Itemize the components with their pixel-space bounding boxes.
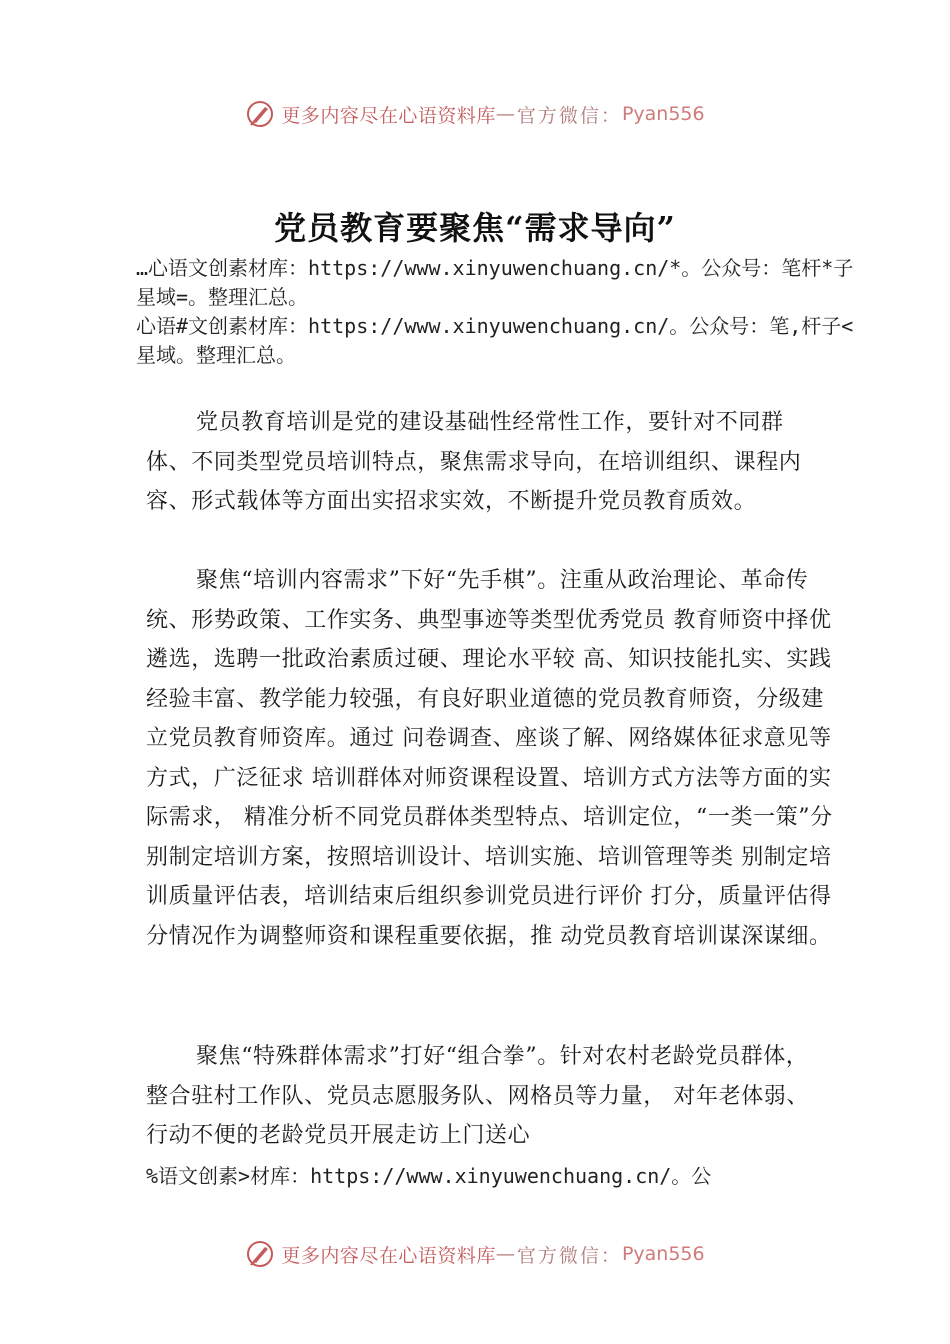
footer-banner [0, 1236, 950, 1272]
header-brand-text: 更多内容尽在心语资料库 [281, 104, 496, 127]
document-title: 党员教育要聚焦“需求导向” [274, 209, 676, 247]
source-note-2: 心语#文创素材库：https://www.xinyuwenchuang.cn/。公众号：笔,杆子<星域。整理汇总。 [136, 314, 854, 367]
tail-source-note: %语文创素>材库：https://www.xinyuwenchuang.cn/。公 [146, 1164, 712, 1188]
footer-separator: — [495, 1243, 517, 1265]
quill-pen-logo-icon [245, 1239, 275, 1269]
paragraph-intro: 党员教育培训是党的建设基础性经常性工作，要针对不同群体、不同类型党员培训特点，聚焦需求导向，在培训组织、课程内容、形式载体等方面出实招求实效，不断提升党员教育质效。 [146, 410, 802, 514]
footer-wechat-label: 官方微信： [516, 1244, 622, 1267]
quill-pen-logo-icon [245, 99, 275, 129]
paragraph-special-groups: 聚焦“特殊群体需求”打好“组合拳”。针对农村老龄党员群体，整合驻村工作队、党员志愿服务队、网格员等力量， 对年老体弱、行动不便的老龄党员开展走访上门送心 [146, 1044, 809, 1148]
header-banner [0, 96, 950, 132]
paragraph-training-content: 聚焦“培训内容需求”下好“先手棋”。注重从政治理论、革命传统、形势政策、工作实务、典型事迹等类型优秀党员 教育师资中择优遴选，选聘一批政治素质过硬、理论水平较 高、知识技能扎实、实践经验丰富、教学能力较强，有良好职业道德的党员教育师资，分级建立党员教育师资库。通过 问卷调查、座谈了解、网络媒体征求意见等方式，广泛征求 培训群体对师资课程设置、培训方式方法等方面的实际需求， 精准分析不同党员群体类型特点、培训定位，“一类一策”分 别制定培训方案，按照培训设计、培训实施、培训管理等类 别制定培训质量评估表，培训结束后组织参训党员进行评价 打分，质量评估得分情况作为调整师资和课程重要依据，推 动党员教育培训谋深谋细。 [146, 568, 833, 949]
footer-brand-text: 更多内容尽在心语资料库 [281, 1244, 496, 1267]
source-note-1: …心语文创素材库：https://www.xinyuwenchuang.cn/*。公众号：笔杆*子星域=。整理汇总。 [136, 256, 854, 309]
header-separator: — [495, 103, 517, 125]
footer-wechat-id: Pyan556 [621, 1243, 705, 1265]
header-wechat-label: 官方微信： [516, 104, 622, 127]
header-wechat-id: Pyan556 [621, 103, 705, 125]
